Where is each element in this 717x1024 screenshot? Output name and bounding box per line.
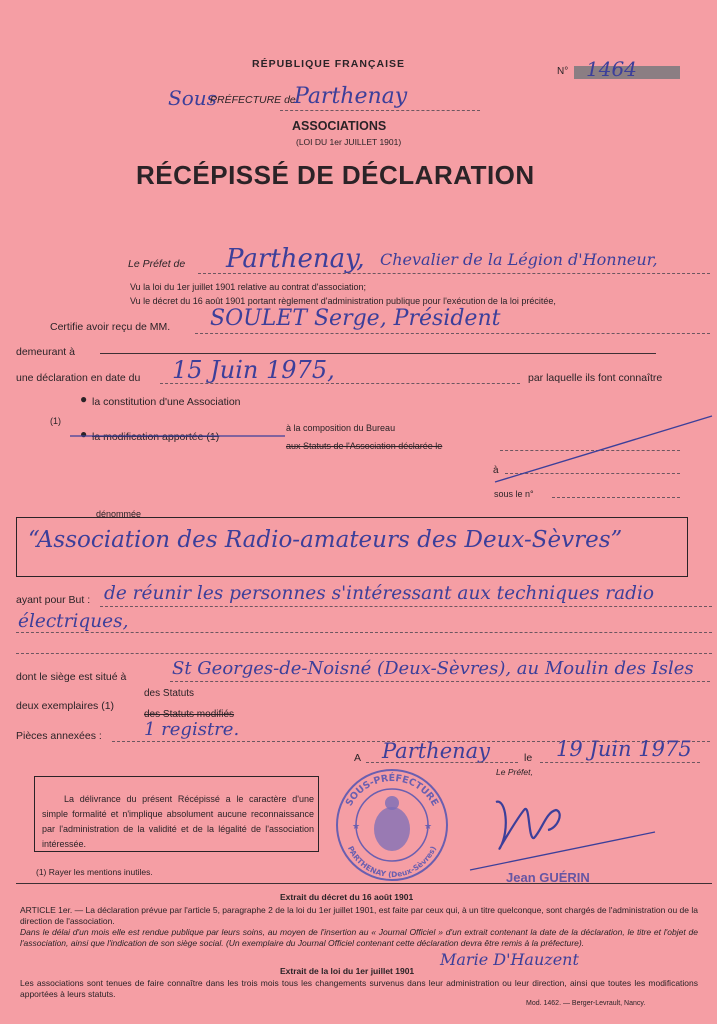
extrait-loi-title: Extrait de la loi du 1er juillet 1901 <box>280 966 415 976</box>
vu-decret: Vu le décret du 16 août 1901 portant règlement d'administration publique pour l'exécution de la loi précitée, <box>130 296 556 306</box>
number-label: N° <box>557 66 569 77</box>
subprefecture-label: PRÉFECTURE de <box>210 94 296 106</box>
law-reference: (LOI DU 1er JUILLET 1901) <box>296 137 402 147</box>
extrait-decret-p2: Dans le délai d'un mois elle est rendue publique par leurs soins, au moyen de l'insertion au « Journal Officiel » d'un extrait contenant la date de la déclaration, le titre et l'objet de l'association, ainsi que l'indication de son siège social. (Un exemplaire du Journal Officiel contenant cette déclaration devra être remis à la préfecture). <box>20 927 698 948</box>
constitution-label: la constitution d'une Association <box>92 396 241 408</box>
siege-value: St Georges-de-Noisné (Deux-Sèvres), au Moulin des Isles <box>172 658 694 679</box>
prefect-signature <box>486 790 576 860</box>
des-statuts: des Statuts <box>144 688 195 699</box>
subprefecture-hw-prefix: Sous <box>168 86 217 110</box>
seal-top-text: SOUS-PRÉFECTURE <box>343 773 441 809</box>
denommee-label: dénommée <box>96 509 142 519</box>
le-prefet-label: Le Préfet de <box>128 258 186 270</box>
demeurant-label: demeurant à <box>16 346 75 358</box>
siege-label: dont le siège est situé à <box>16 671 127 683</box>
but-rule-2 <box>16 632 712 633</box>
but-line-1: de réunir les personnes s'intéressant aux techniques radio <box>104 583 655 604</box>
note-1: (1) <box>50 416 61 426</box>
a-label: à <box>493 465 499 476</box>
certifie-label: Certifie avoir reçu de MM. <box>50 321 171 333</box>
prefect-title: Chevalier de la Légion d'Honneur, <box>380 250 658 269</box>
declaration-label: une déclaration en date du <box>16 372 141 384</box>
prefect-place: Parthenay, <box>226 244 365 274</box>
certifie-names: SOULET Serge, Président <box>210 306 501 331</box>
sign-a-label: A <box>354 752 362 764</box>
prefect-name-stamp: Jean GUÉRIN <box>506 870 590 885</box>
but-label: ayant pour But : <box>16 594 91 606</box>
but-line-2: électriques, <box>18 611 129 632</box>
number-value: 1464 <box>586 57 637 81</box>
vu-loi: Vu la loi du 1er juillet 1901 relative au contrat d'association; <box>130 282 367 292</box>
printer-mark: Mod. 1462. — Berger-Levrault, Nancy. <box>526 1000 646 1007</box>
but-rule-3 <box>16 653 712 654</box>
document-title: RÉCÉPISSÉ DE DÉCLARATION <box>136 160 535 190</box>
modification-label: la modification apportée (1) <box>92 431 220 443</box>
associations-heading: ASSOCIATIONS <box>292 119 387 133</box>
sous-le-label: sous le n° <box>494 489 534 499</box>
extrait-decret-p1: ARTICLE 1er. — La déclaration prévue par l'article 5, paragraphe 2 de la loi du 1er juillet 1901, est faite par ceux qui, à un titre quelconque, sont chargés de l'administration ou de la direction de l'association. <box>20 905 698 926</box>
composition-label: à la composition du Bureau <box>286 423 396 433</box>
le-prefet-sign: Le Préfet, <box>496 767 533 777</box>
statuts-label: aux Statuts de l'Association déclarée le <box>286 441 443 451</box>
pieces-value: 1 registre. <box>144 719 240 740</box>
sign-date: 19 Juin 1975 <box>556 737 692 761</box>
bullet-2: ● <box>80 427 88 441</box>
republic-heading: RÉPUBLIQUE FRANÇAISE <box>252 58 406 70</box>
exemplaires-label: deux exemplaires (1) <box>16 700 115 712</box>
extrait-decret-title: Extrait du décret du 16 août 1901 <box>280 892 414 902</box>
extrait-loi-text: Les associations sont tenues de faire connaître dans les trois mois tous les changements survenus dans leur administration ou leur direction, ainsi que toutes les modifications apportées à leurs statuts. <box>20 978 698 999</box>
par-laquelle: par laquelle ils font connaître <box>528 372 663 384</box>
but-rule-1 <box>100 606 712 607</box>
subprefecture-seal <box>332 765 452 883</box>
footer-divider <box>16 883 712 884</box>
statuts-modifies: des Statuts modifiés <box>144 709 235 720</box>
sign-place: Parthenay <box>382 739 491 763</box>
subprefecture-place: Parthenay <box>294 84 408 109</box>
svg-text:★: ★ <box>424 821 433 831</box>
siege-line <box>170 681 710 682</box>
association-name: “Association des Radio-amateurs des Deux-Sèvres” <box>28 527 623 553</box>
footer-handwritten-name: Marie D'Hauzent <box>440 950 579 969</box>
sign-place-line <box>366 762 518 763</box>
svg-text:★: ★ <box>352 821 361 831</box>
seal-bottom-text: PARTHENAY (Deux-Sèvres) <box>345 844 439 880</box>
sign-date-line <box>540 762 700 763</box>
pieces-label: Pièces annexées : <box>16 730 102 742</box>
sign-le-label: le <box>524 752 533 764</box>
declaration-date: 15 Juin 1975, <box>172 356 335 384</box>
notice-text: La délivrance du présent Récépissé a le caractère d'une simple formalité et n'implique absolument aucune reconnaissance par l'administration de la validité et de la légalité de l'association intéressée. <box>42 794 314 849</box>
rayer-mentions: (1) Rayer les mentions inutiles. <box>36 867 153 877</box>
bullet-1: ● <box>80 392 88 406</box>
